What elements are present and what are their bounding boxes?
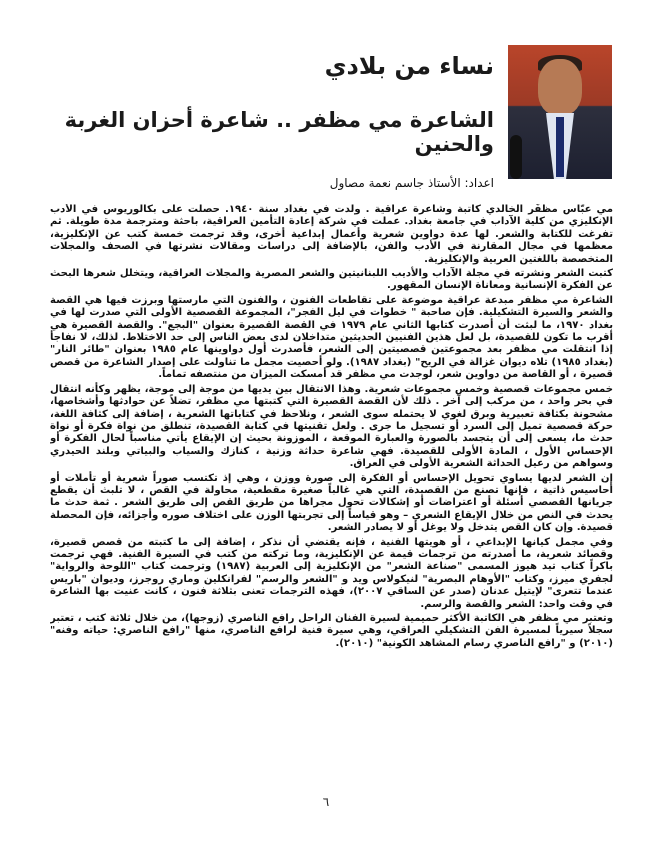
microphone-icon bbox=[510, 135, 522, 179]
article-body bbox=[50, 204, 613, 784]
photo-face bbox=[538, 59, 582, 115]
paragraph-6: وفي مجمل كيانها الإبداعي ، أو هويتها الفنية ، فإنه يقتضي أن نذكر ، إضافة إلى ما كتبته من قصص قصيرة، وقصائد شعرية، ما أصدرته من ترجمات قيمة عن الإنكليزية، وما تركته من كتب في السيرة الفنية. فهي ترجمت باكراً كتاب تيد هيوز المسمى "صناعة الشعر" من الإنكليزية إلى العربية (١٩٨٧) وترجمت كتاب "اللوحة والرواية" لجفري ميرز، وكتاب "الأوهام البصرية" لنيكولاس ويد و "الشعر والرسم" لفرانكلين وماري روجرز، وديوان "باريس عندما تتعرى" لإيتيل عدنان (صدر عن الساقي ٢٠٠٧)، فهذه الترجمات تعنى بثلاثة فنون ، كانت عنيت بها الشاعرة في وقت واحد: الشعر والقصة والرسم. bbox=[50, 536, 613, 610]
paragraph-1: مي عبّاس مظفّر الخالدي كاتبة وشاعرة عراقية . ولدت في بغداد سنة ١٩٤٠. حصلت على بكالوريوس في الأدب الإنكليزي من كلية الآداب في جامعة بغداد. عملت في شركة إعادة التأمين العراقية، باحثة ومترجمة مدة طويلة. ثم تفرغت للكتابة والشعر. لها عدة دواوين شعرية وأعمال إبداعية أخرى، وقد ترجمت خمسة كتب عن الإنكليزية، معظمها في مجال المقارنة في الأدب والفن، بالإضافة إلى دراسات ومقالات نشرتها في الصحف والمجلات المتخصصة باللغتين العربية والإنكليزية. bbox=[50, 204, 613, 265]
byline: اعداد: الأستاذ جاسم نعمة مصاول bbox=[329, 176, 494, 190]
paragraph-3: الشاعرة مي مظفر مبدعة عراقية موضوعة على تقاطعات الفنون ، والفنون التي مارستها وبرزت فيها هي القصة والشعر والسيرة التشكيلية. فإن صاحبة " خطوات في ليل الفجر"، المجموعة القصصية الأولى التي صدرت لها في بغداد ١٩٧٠، ما لبثت أن أصدرت كتابها الثاني عام ١٩٧٩ في القصة القصيرة بعنوان "البجع". والقصة القصيرة هي أقرب ما تكون للقصيدة، بل لعل هذين الفنيين الحديثين متداخلان لدى بعض الناس إلى حد الاختلاط. لذلك، لا نفاجأ إذا انتقلت مي مظفر بعد مجموعتين قصصيتين إلى الشعر، فأصدرت أول دواوينها عام ١٩٨٥ بعنوان "طائر النار" (بغداد ١٩٨٥) تلاه ديوان غزالة في الريح" (بغداد ١٩٨٧). ولو أحصيت مجمل ما تناولت على إصدار الشاعرة من قصص قصيرة ، أو القاصة من دواوين شعر، لوجدت مي مظفر قد أمسكت الميزان من منتصفه تماماً. bbox=[50, 294, 613, 381]
paragraph-7: وتعتبر مي مظفر هي الكاتبة الأكثر حميمية لسيرة الفنان الراحل رافع الناصري (زوجها)، من خلال ثلاثة كتب ، تعتبر سجلاً سيرياً لمسيرة الفن التشكيلي العراقي، وهي سيرة فنية لرافع الناصري، منها "رافع الناصري: حياته وفنه" (٢٠١٠) و "رافع الناصري رسام المشاهد الكونية" (٢٠١٠). bbox=[50, 613, 613, 649]
page-number: ٦ bbox=[322, 795, 330, 809]
paragraph-4: خمس مجموعات قصصية وخمس مجموعات شعرية. وهذا الانتقال بين يديها من موجة إلى موجة، يظهر وكأنه انتقال في بحر واحد ، من مركب إلى آخر . ذلك لأن القصة القصيرة التي كتبتها مي مظفر، تضلاً عن حوادثها وأشخاصها، مشحونة بكثافة تعبيرية وبرق لغوي لا يحتمله سوى الشعر ، ونلاحظ في كتاباتها الشعرية ، إضافة إلى كثافة اللغة، حركة قصصية تميل إلى السرد أو تسجيل ما جرى . ولعل تقنيتها في كتابة القصيدة، تنطلق من نواة فكرة أو نواة حدث ما، يسعى إلى أن يتجسد بالصورة والعبارة الموقعة ، الموزونة بحيث إن الإيقاع يأتي مناسباً لحال الفكرة أو الإحساس الأول ، المادة الأولى للقصيدة. فهي شاعرة حداثة وزنية ، كنازك والسياب والبياتي وبلند الحيدري وسواهم من رعيل الحداثة الشعرية الأولى في العراق. bbox=[50, 383, 613, 470]
article-header bbox=[0, 0, 652, 190]
author-photo bbox=[508, 45, 612, 179]
series-title: نساء من بلادي bbox=[324, 52, 494, 80]
article-title: الشاعرة مي مظفر .. شاعرة أحزان الغربة والحنين bbox=[64, 108, 494, 156]
photo-tie bbox=[556, 117, 564, 177]
paragraph-2: كتبت الشعر ونشرته في مجلة الآداب والأديب اللبنانيتين والشعر المصرية والمجلات العراقية، ويتخلل شعرها البحث عن الفكرة الإنسانية ومعاناة الإنسان المقهور. bbox=[50, 268, 613, 292]
paragraph-5: إن الشعر لديها يساوي تحويل الإحساس أو الفكرة إلى صورة ووزن ، وهي إذ تكتسب صوراً شعرية أو تأملات أو أحاسيس ذاتية ، فإنها تصنع من القصيدة، التي هي غالباً صغيرة مقطعية، محاولة في القص ، لا تلبث أن يقطع جريانها القصصي أسئلة أو اعتراضات أو إشكالات تحول مجراها من طريق القص إلى طريق الشعر . ثمة حدث ما يحدث في النص من خلال الإيقاع الشعري – وهو قياساً إلى تجربتها الوزن على اختلاف صوره وأجزائه، فإن المحصلة قصيدة. وإن كان القص يتدخل ولا يوغل أو لا يصادر الشعر. bbox=[50, 472, 613, 534]
